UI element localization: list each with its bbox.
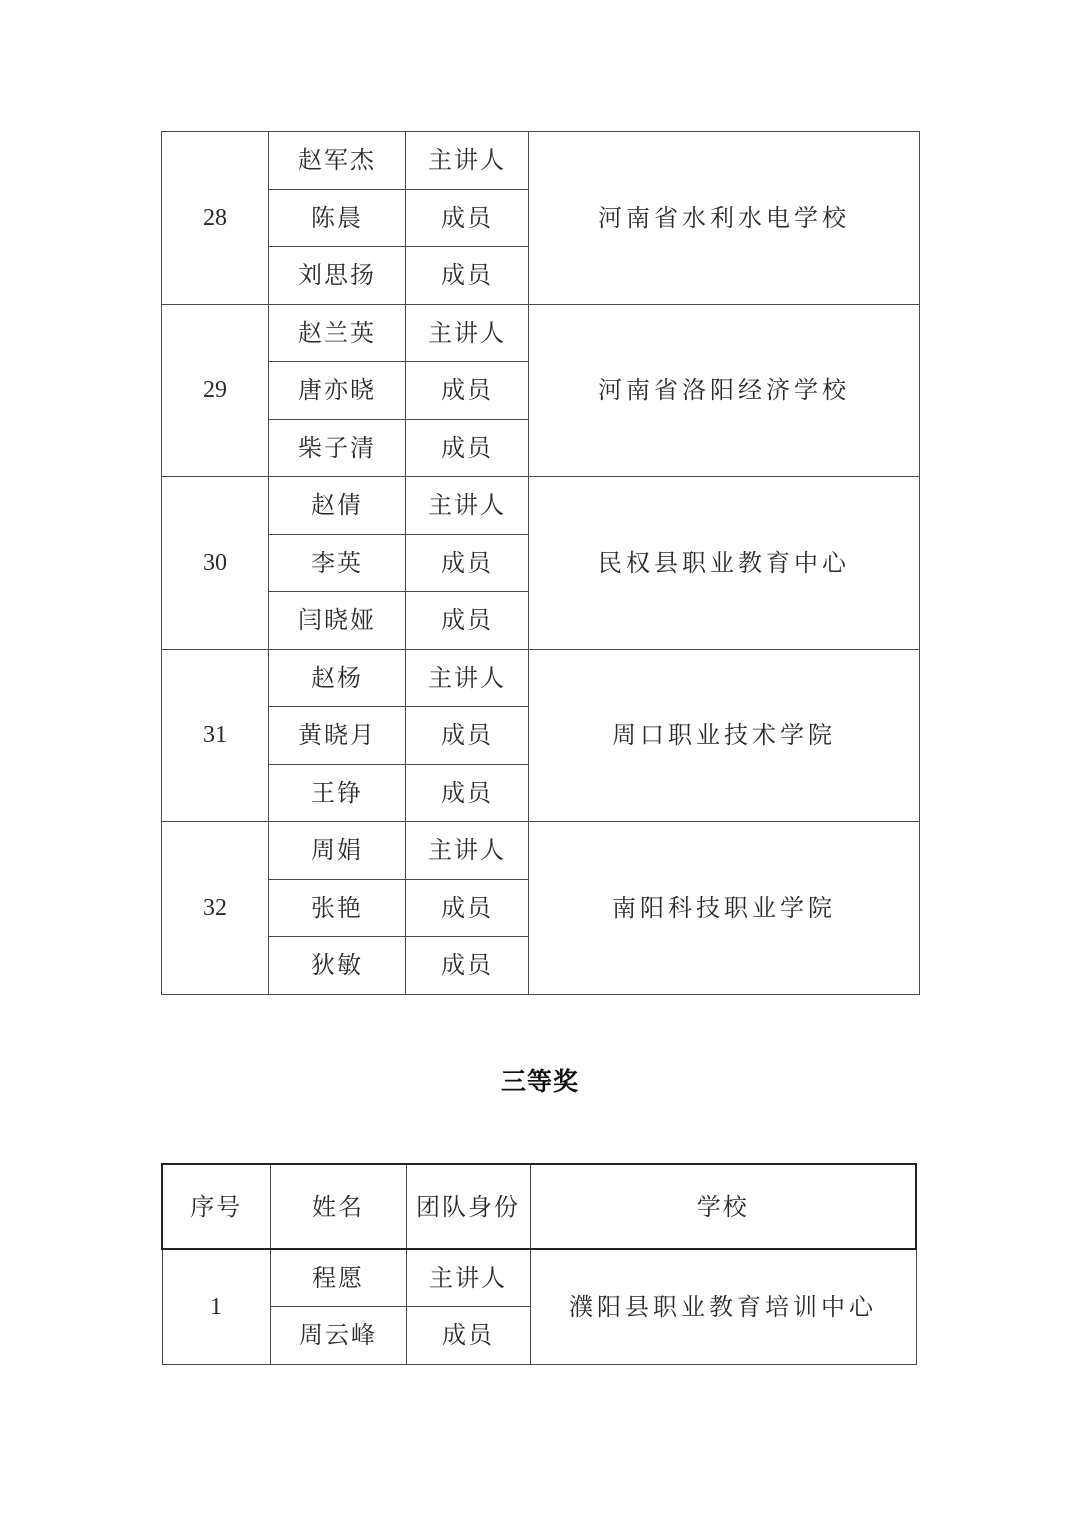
name-cell: 赵军杰 (269, 132, 406, 190)
role-cell: 成员 (406, 937, 529, 995)
school-cell: 民权县职业教育中心 (529, 477, 920, 650)
name-cell: 闫晓娅 (269, 592, 406, 650)
table-row (162, 304, 920, 362)
role-cell: 成员 (406, 419, 529, 477)
serial-number-cell: 28 (162, 132, 269, 305)
school-cell: 濮阳县职业教育培训中心 (530, 1249, 916, 1364)
school-cell: 周口职业技术学院 (529, 649, 920, 822)
serial-number-cell: 30 (162, 477, 269, 650)
header-name: 姓名 (270, 1164, 406, 1249)
serial-number-cell: 32 (162, 822, 269, 995)
table-row (162, 822, 920, 880)
table-header-row (162, 1164, 916, 1249)
role-cell: 成员 (406, 189, 529, 247)
name-cell: 柴子清 (269, 419, 406, 477)
table-row (162, 1249, 916, 1307)
school-cell: 河南省洛阳经济学校 (529, 304, 920, 477)
role-cell: 主讲人 (406, 1249, 530, 1307)
role-cell: 主讲人 (406, 477, 529, 535)
role-cell: 成员 (406, 362, 529, 420)
role-cell: 成员 (406, 1307, 530, 1365)
name-cell: 赵杨 (269, 649, 406, 707)
name-cell: 刘思扬 (269, 247, 406, 305)
name-cell: 张艳 (269, 879, 406, 937)
name-cell: 周娟 (269, 822, 406, 880)
name-cell: 王铮 (269, 764, 406, 822)
header-serial-number: 序号 (162, 1164, 270, 1249)
table-row (162, 132, 920, 190)
school-cell: 河南省水利水电学校 (529, 132, 920, 305)
role-cell: 成员 (406, 707, 529, 765)
role-cell: 成员 (406, 879, 529, 937)
role-cell: 主讲人 (406, 304, 529, 362)
header-team-role: 团队身份 (406, 1164, 530, 1249)
role-cell: 成员 (406, 592, 529, 650)
name-cell: 赵倩 (269, 477, 406, 535)
role-cell: 主讲人 (406, 132, 529, 190)
name-cell: 陈晨 (269, 189, 406, 247)
serial-number-cell: 29 (162, 304, 269, 477)
table-row (162, 649, 920, 707)
second-prize-table-continued (161, 131, 920, 995)
role-cell: 成员 (406, 764, 529, 822)
name-cell: 李英 (269, 534, 406, 592)
header-school: 学校 (530, 1164, 916, 1249)
serial-number-cell: 31 (162, 649, 269, 822)
serial-number-cell: 1 (162, 1249, 270, 1364)
name-cell: 黄晓月 (269, 707, 406, 765)
role-cell: 主讲人 (406, 649, 529, 707)
role-cell: 成员 (406, 534, 529, 592)
table-row (162, 477, 920, 535)
name-cell: 周云峰 (270, 1307, 406, 1365)
role-cell: 成员 (406, 247, 529, 305)
school-cell: 南阳科技职业学院 (529, 822, 920, 995)
name-cell: 赵兰英 (269, 304, 406, 362)
name-cell: 狄敏 (269, 937, 406, 995)
name-cell: 唐亦晓 (269, 362, 406, 420)
third-prize-heading: 三等奖 (500, 1067, 579, 1096)
third-prize-table (161, 1163, 917, 1365)
role-cell: 主讲人 (406, 822, 529, 880)
name-cell: 程愿 (270, 1249, 406, 1307)
